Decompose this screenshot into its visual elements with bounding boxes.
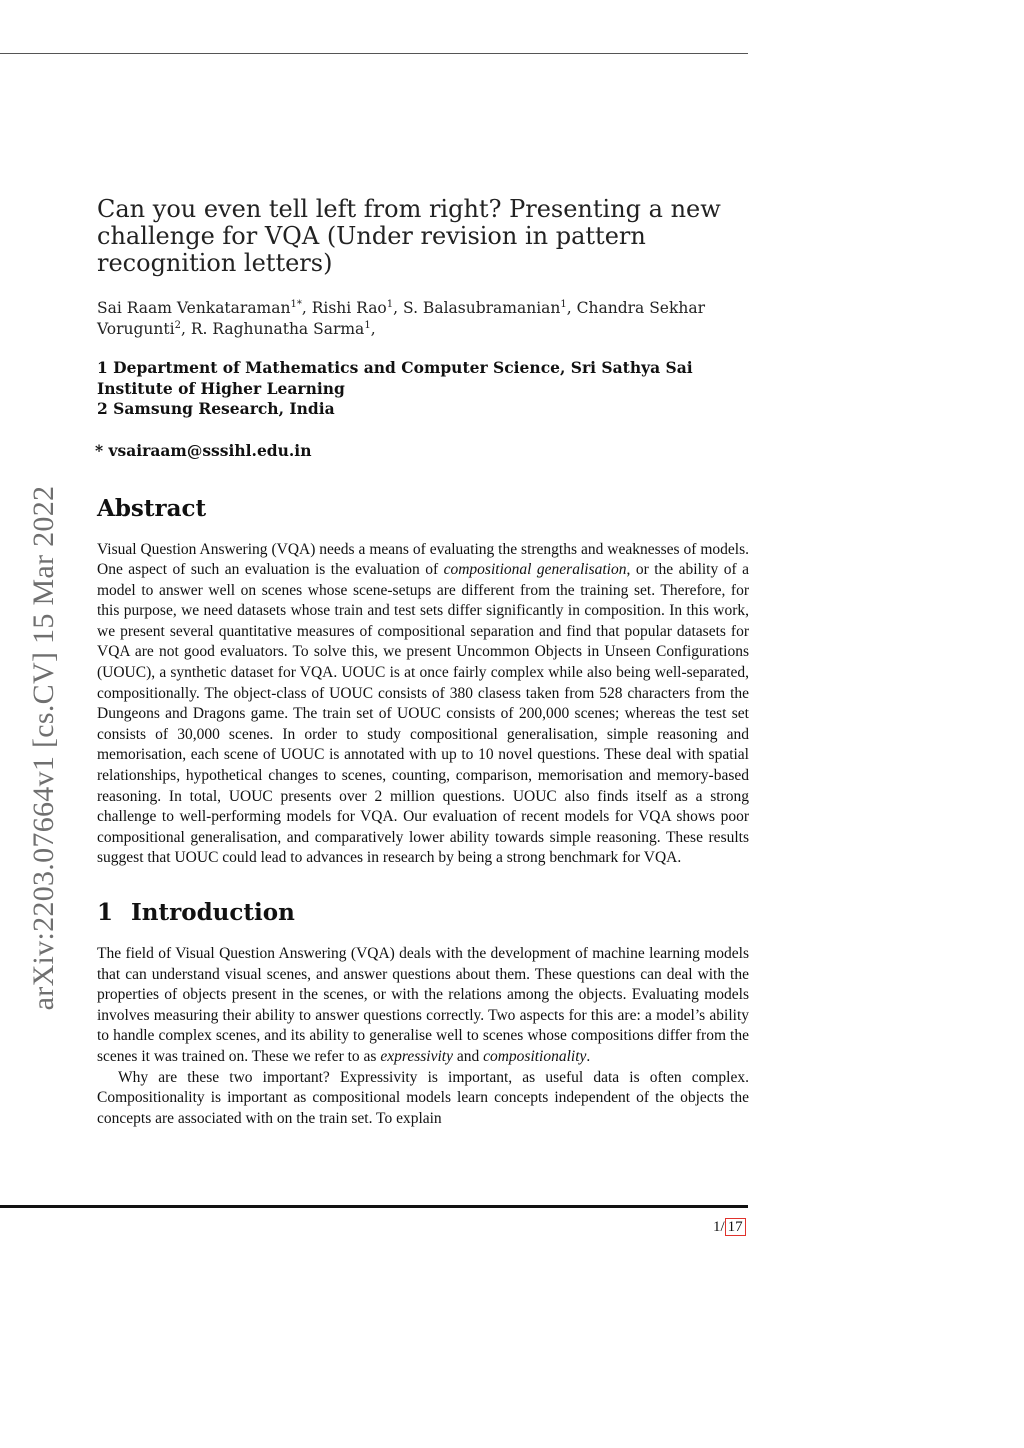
author-affiliation-mark: 1 (386, 298, 394, 310)
author: R. Raghunatha Sarma (190, 320, 365, 338)
author: Chandra Sekhar Vorugunti (97, 299, 706, 338)
author-affiliation-mark: 1 (364, 319, 371, 331)
abstract-text: Visual Question Answering (VQA) needs a means of evaluating the strengths and weaknesses of models. One aspect of such an evaluation is the evaluation of compositional generalisation, or the ability of a model to answer well on scenes whose scene-setups are different from the training set. Therefore, for this purpose, we need datasets whose train and test sets differ significantly in composition. In this work, we present several quantitative measures of compositional separation and find that popular datasets for VQA are not good evaluators. To solve this, we present Uncommon Objects in Unseen Configurations (UOUC), a synthetic dataset for VQA. UOUC is at once fairly complex while also being well-separated, compositionally. The object-class of UOUC consists of 380 clasess taken from 528 characters from the Dungeons and Dragons game. The train set of UOUC consists of 200,000 scenes; whereas the test set consists of 30,000 scenes. In order to study compositional generalisation, simple reasoning and memorisation, each scene of UOUC is annotated with up to 10 novel questions. These deal with spatial relationships, hypothetical changes to scenes, counting, comparison, memorisation and memory-based reasoning. In total, UOUC presents over 2 million questions. UOUC also finds itself as a strong challenge to well-performing models for VQA. Our evaluation of recent models for VQA shows poor compositional generalisation, and comparatively lower ability towards simple reasoning. These results suggest that UOUC could lead to advances in research by being a strong benchmark for VQA. (97, 540, 749, 867)
author: Rishi Rao (311, 299, 387, 317)
top-rule (0, 53, 748, 54)
author-list: Sai Raam Venkataraman$^{1*}$, Rishi Rao$^1$, S. Balasubramanian$^1$, Chandra Sekhar Vorugunti$^2$, R. Raghunatha Sarma$^1$, (97, 298, 706, 338)
affiliation-1: 1 Department of Mathematics and Computer Science, Sri Sathya Sai Institute of Higher Learning (97, 358, 693, 398)
intro-paragraph-2: Why are these two important? Expressivity is important, as useful data is often complex. Compositionality is important as compositional models learn concepts independent of the objects the concepts are associated with on the train set. To explain (97, 1068, 749, 1127)
paper-title: Can you even tell left from right? Presenting a new challenge for VQA (Under revision in pattern recognition letters) (97, 195, 721, 277)
author: Sai Raam Venkataraman (97, 299, 291, 317)
page-number: 1/ 17 (713, 1219, 746, 1236)
emphasis: compositionality (483, 1047, 587, 1065)
intro-paragraph-1: The field of Visual Question Answering (VQA) deals with the development of machine learning models that can understand visual scenes, and answer questions about them. These questions can deal with the properties of objects present in the scenes, or with the relations among the objects. Evaluating models involves measuring their ability to answer questions correctly. Two aspects for this are: a model’s ability to handle complex scenes, and its ability to generalise well to scenes whose compositions differ from the scenes it was trained on. These we refer to as expressivity and compositionality. (97, 945, 749, 1065)
author-affiliation-mark: 1* (290, 298, 302, 310)
author-affiliation-mark: 1 (560, 298, 567, 310)
affiliations (97, 358, 749, 420)
total-pages-link[interactable]: 17 (725, 1218, 746, 1236)
bottom-rule (0, 1205, 748, 1208)
paper-body (97, 196, 749, 1129)
author-affiliation-mark: 2 (174, 319, 181, 331)
emphasis: compositional generalisation (443, 561, 627, 579)
abstract-heading: Abstract (97, 494, 207, 522)
introduction-heading: 1 Introduction (97, 899, 295, 926)
author: S. Balasubramanian (403, 299, 561, 317)
corresponding-email: * vsairaam@sssihl.edu.in (95, 440, 312, 460)
emphasis: expressivity (380, 1047, 453, 1065)
arxiv-identifier: arXiv:2203.07664v1 [cs.CV] 15 Mar 2022 (27, 485, 60, 1011)
section-number: 1 (97, 899, 114, 926)
affiliation-2: 2 Samsung Research, India (97, 399, 335, 418)
